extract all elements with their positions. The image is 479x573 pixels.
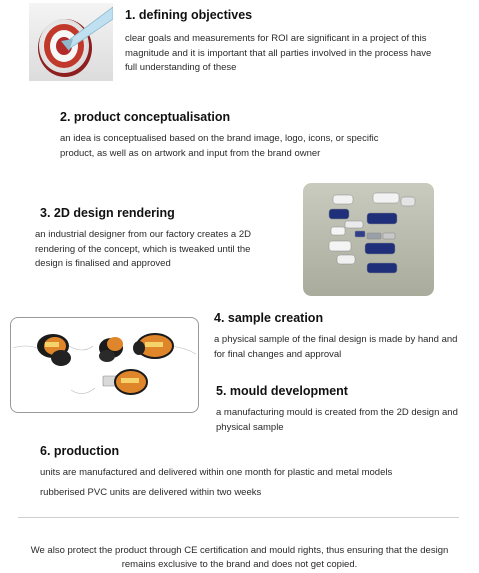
section-text-production-2: rubberised PVC units are delivered within two weeks (40, 487, 262, 498)
section-title-mould: 5. mould development (216, 384, 348, 398)
section-title-conceptualisation: 2. product conceptualisation (60, 110, 231, 124)
section-text-conceptualisation: an idea is conceptualised based on the brand image, logo, icons, or specific product, as well as on artwork and input from the brand owner (60, 133, 379, 159)
section-title-production: 6. production (40, 444, 120, 458)
target-image (29, 3, 113, 81)
section-text-sample: a physical sample of the final design is made by hand and for final changes and approval (214, 334, 458, 360)
section-title-objectives: 1. defining objectives (125, 8, 253, 22)
section-title-rendering: 3. 2D design rendering (40, 206, 175, 220)
usb-sample-photo (10, 317, 199, 413)
footer-note: We also protect the product through CE certification and mould rights, thus ensuring that the design remains exclusive to the brand and does not get copied. (30, 544, 449, 570)
footer-divider (18, 517, 459, 518)
section-text-rendering: an industrial designer from our factory creates a 2D rendering of the concept, which is tweaked until the design is finalised and approved (35, 229, 251, 269)
section-title-sample: 4. sample creation (214, 311, 324, 325)
section-text-production-1: units are manufactured and delivered within one month for plastic and metal models (40, 467, 393, 478)
usb-rendering-image (303, 183, 434, 296)
section-text-objectives: clear goals and measurements for ROI are significant in a project of this magnitude and it is important that all parties involved in the process have full understanding of these (125, 33, 432, 73)
section-text-mould: a manufacturing mould is created from the 2D design and physical sample (216, 407, 458, 433)
